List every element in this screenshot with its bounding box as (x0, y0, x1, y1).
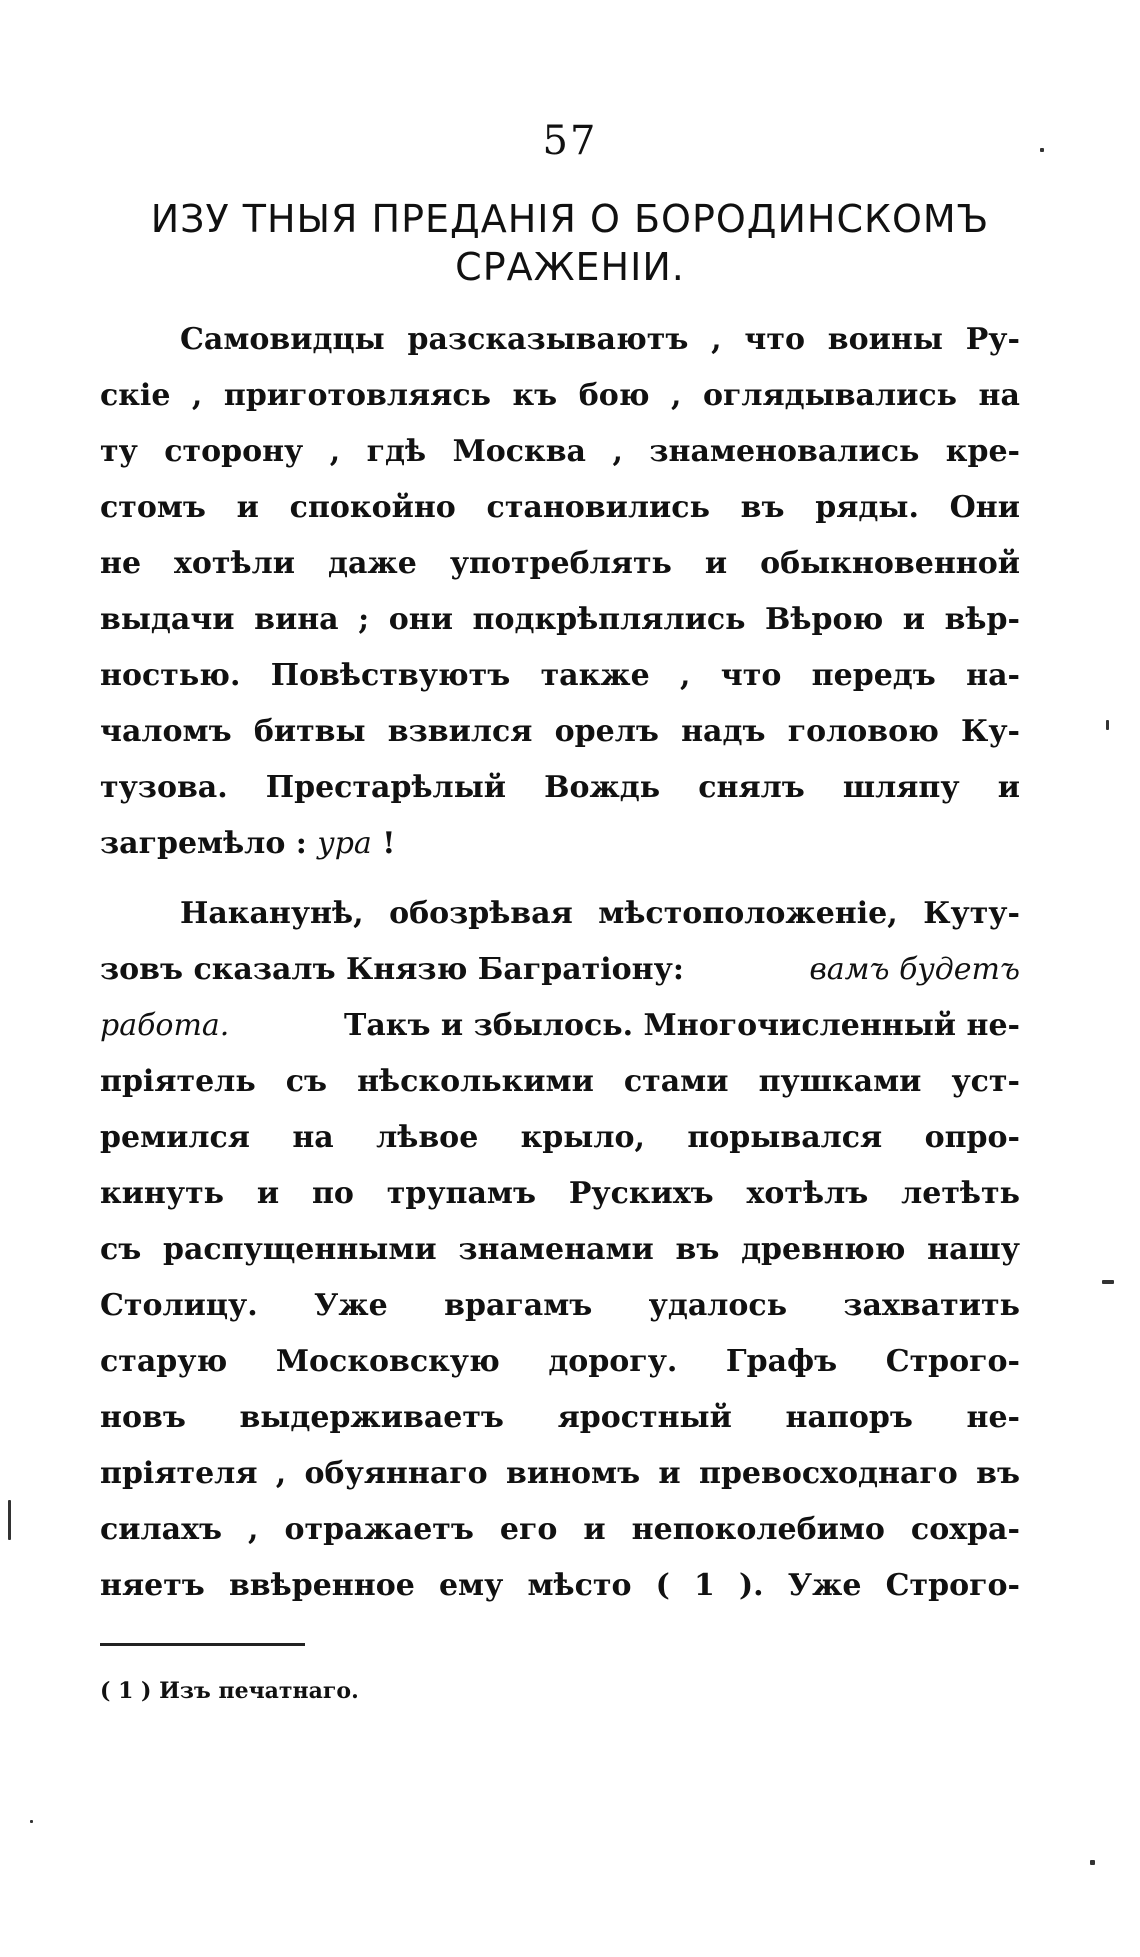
word: пушками (758, 1064, 922, 1099)
text-line (100, 424, 1020, 480)
word: нашу (927, 1232, 1020, 1267)
word: разсказываютъ (407, 322, 689, 357)
word: выдачи (100, 602, 235, 637)
word: головою (787, 714, 939, 749)
word: обыкновенной (760, 546, 1020, 581)
word: и (902, 602, 926, 637)
italic-quote: вамъ будетъ (809, 952, 1020, 987)
text-fragment: загремѣло : (100, 826, 307, 861)
text-fragment: зовъ сказалъ Князю Багратіону: (100, 952, 684, 987)
word: хотѣлъ (746, 1176, 869, 1211)
word: и (236, 490, 259, 525)
word: воины (827, 322, 943, 357)
word: сторону (164, 434, 304, 469)
footnote: ( 1 ) Изъ печатнаго. (100, 1678, 359, 1704)
word: на- (966, 658, 1020, 693)
word: вина (254, 602, 339, 637)
word: къ (512, 378, 558, 413)
italic-quote: работа. (100, 1008, 230, 1043)
word: вѣр- (944, 602, 1020, 637)
word: Вѣрою (765, 602, 884, 637)
word: стами (623, 1064, 729, 1099)
word: пріятель (100, 1064, 256, 1099)
word: что (744, 322, 805, 357)
scan-speck (1102, 1280, 1114, 1284)
word: Московскую (275, 1344, 500, 1379)
word: знаменами (458, 1232, 654, 1267)
text-line (100, 536, 1020, 592)
word: трупамъ (386, 1176, 536, 1211)
word: ; (358, 602, 370, 637)
word: мѣсто (527, 1568, 632, 1603)
word: мѣстоположеніе, (598, 896, 898, 931)
text-line (100, 816, 1020, 872)
word: врагамъ (444, 1288, 593, 1323)
word: ). (738, 1568, 764, 1603)
word: его (499, 1512, 558, 1547)
text-line (100, 1446, 1020, 1502)
word: непоколебимо (631, 1512, 885, 1547)
word: ввѣренное (228, 1568, 415, 1603)
word: скіе (100, 378, 171, 413)
word: напоръ (785, 1400, 913, 1435)
word: ностью. (100, 658, 241, 693)
word: распущенными (162, 1232, 437, 1267)
body-text (100, 312, 1020, 1614)
word: , (248, 1512, 259, 1547)
word: отражаетъ (284, 1512, 474, 1547)
word: , (670, 378, 682, 413)
word: гдѣ (366, 434, 427, 469)
text-line (100, 648, 1020, 704)
word: бою (578, 378, 650, 413)
word: Ку- (961, 714, 1020, 749)
word: новъ (100, 1400, 186, 1435)
word: стомъ (100, 490, 206, 525)
word: ремился (100, 1120, 250, 1155)
text-line (100, 1502, 1020, 1558)
word: захватить (843, 1288, 1020, 1323)
word: и (704, 546, 728, 581)
word: Престарѣлый (265, 770, 507, 805)
word: Они (949, 490, 1020, 525)
word: становились (486, 490, 710, 525)
word: Графъ (725, 1344, 838, 1379)
word: не- (966, 1400, 1020, 1435)
text-line (100, 1110, 1020, 1166)
word: Повѣствуютъ (270, 658, 511, 693)
word: также (540, 658, 650, 693)
word: Уже (787, 1568, 862, 1603)
word: передъ (811, 658, 936, 693)
text-fragment: Такъ и збылось. Многочисленный не- (344, 1008, 1020, 1043)
word: Вождь (544, 770, 661, 805)
word: употреблять (449, 546, 672, 581)
text-line (100, 886, 1020, 942)
page-number: 57 (542, 118, 598, 164)
word: знаменовались (649, 434, 920, 469)
text-line (100, 760, 1020, 816)
text-line (100, 1166, 1020, 1222)
word: битвы (253, 714, 366, 749)
text-line (100, 704, 1020, 760)
word: орелъ (554, 714, 659, 749)
word: на (292, 1120, 334, 1155)
scan-speck (1090, 1860, 1095, 1865)
word: не (100, 546, 142, 581)
word: Наканунѣ, (180, 896, 364, 931)
text-line (100, 1390, 1020, 1446)
text-line (100, 368, 1020, 424)
text-line (100, 1222, 1020, 1278)
word: оглядывались (702, 378, 958, 413)
word: няетъ (100, 1568, 205, 1603)
word: съ (285, 1064, 328, 1099)
word: старую (100, 1344, 228, 1379)
text-line (100, 1054, 1020, 1110)
word: , (329, 434, 341, 469)
word: обозрѣвая (389, 896, 573, 931)
paragraph-gap (100, 872, 1020, 886)
word: въ (740, 490, 785, 525)
word: съ (100, 1232, 142, 1267)
word: обуяннаго (304, 1456, 488, 1491)
word: лѣвое (376, 1120, 479, 1155)
word: , (680, 658, 691, 693)
word: хотѣли (174, 546, 296, 581)
word: они (388, 602, 453, 637)
text-fragment: ! (382, 826, 396, 861)
word: дорогу. (548, 1344, 678, 1379)
word: снялъ (698, 770, 805, 805)
chapter-title (60, 195, 1080, 291)
word: кре- (945, 434, 1020, 469)
word: и (583, 1512, 606, 1547)
word: , (191, 378, 203, 413)
footnote-divider (100, 1643, 305, 1646)
word: ряды. (815, 490, 919, 525)
text-line (100, 592, 1020, 648)
text-line (100, 942, 1020, 998)
word: Строго- (885, 1568, 1020, 1603)
word: чаломъ (100, 714, 232, 749)
word: пріятеля (100, 1456, 258, 1491)
word: ему (438, 1568, 504, 1603)
word: 1 (693, 1568, 715, 1603)
text-line (100, 1334, 1020, 1390)
scan-speck (1106, 720, 1109, 730)
word: и (997, 770, 1020, 805)
word: спокойно (289, 490, 456, 525)
word: подкрѣплялись (472, 602, 746, 637)
word: сохра- (910, 1512, 1020, 1547)
word: приготовляясь (223, 378, 492, 413)
word: что (720, 658, 782, 693)
word: ( (655, 1568, 670, 1603)
word: нѣсколькими (357, 1064, 594, 1099)
scan-speck (1040, 148, 1044, 152)
word: крыло, (520, 1120, 645, 1155)
word: Ру- (965, 322, 1020, 357)
word: по (311, 1176, 354, 1211)
word: и (658, 1456, 681, 1491)
word: въ (976, 1456, 1020, 1491)
word: на (978, 378, 1020, 413)
word: выдерживаетъ (239, 1400, 504, 1435)
word: превосходнаго (698, 1456, 958, 1491)
word: тузова. (100, 770, 228, 805)
word: древнюю (741, 1232, 906, 1267)
italic-exclamation: ура (317, 826, 372, 861)
text-line (100, 1278, 1020, 1334)
word: и (256, 1176, 280, 1211)
text-line (100, 1558, 1020, 1614)
word: уст- (951, 1064, 1020, 1099)
word: , (275, 1456, 287, 1491)
word: шляпу (842, 770, 960, 805)
word: Куту- (923, 896, 1020, 931)
word: даже (328, 546, 417, 581)
word: летѣть (901, 1176, 1020, 1211)
word: порывался (687, 1120, 883, 1155)
scan-speck (30, 1820, 33, 1823)
word: , (612, 434, 623, 469)
text-line (100, 998, 1020, 1054)
text-line (100, 480, 1020, 536)
word: кинуть (100, 1176, 225, 1211)
word: силахъ (100, 1512, 223, 1547)
word: Самовидцы (180, 322, 385, 357)
word: , (711, 322, 722, 357)
word: взвился (387, 714, 533, 749)
word: опро- (924, 1120, 1020, 1155)
scan-speck (8, 1500, 11, 1540)
word: виномъ (505, 1456, 641, 1491)
word: въ (675, 1232, 720, 1267)
chapter-title-line-1: ИЗУ ТНЫЯ ПРЕДАНІЯ О БОРОДИНСКОМЪ (150, 197, 990, 241)
word: Строго- (885, 1344, 1020, 1379)
word: надъ (681, 714, 766, 749)
word: яростный (557, 1400, 732, 1435)
word: Москва (452, 434, 586, 469)
chapter-title-line-2: СРАЖЕНІИ. (455, 245, 685, 289)
word: Рускихъ (568, 1176, 714, 1211)
word: Уже (314, 1288, 388, 1323)
word: Столицу. (100, 1288, 258, 1323)
word: удалось (648, 1288, 788, 1323)
word: ту (100, 434, 138, 469)
text-line (100, 312, 1020, 368)
